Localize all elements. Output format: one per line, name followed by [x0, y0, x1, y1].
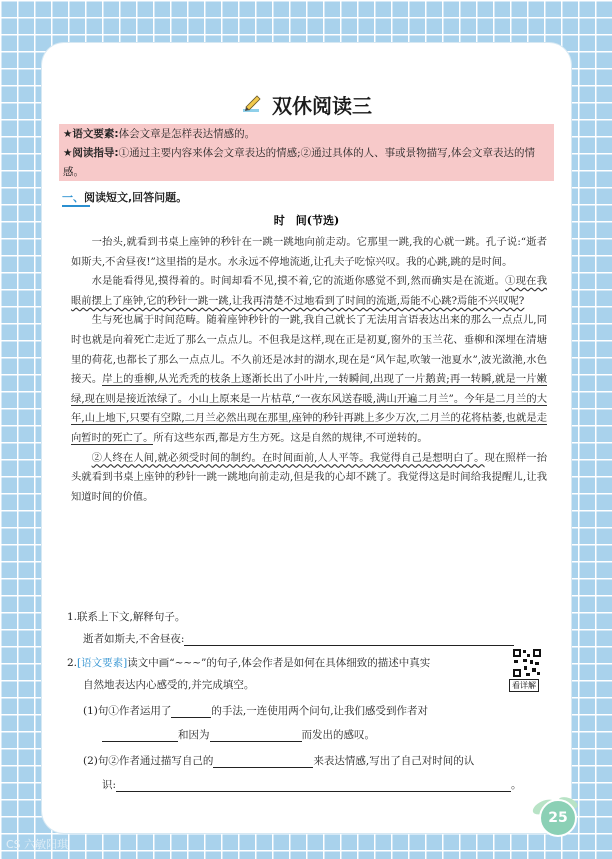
question-2-number: 2. [67, 657, 78, 669]
passage-body [71, 233, 547, 507]
question-2-text: 读文中画“ [127, 657, 175, 669]
q2-2-text: 。 [511, 779, 522, 791]
section-heading [62, 189, 187, 205]
paragraph-text: 水是能看得见,摸得着的。时间却看不见,摸不着,它的流逝你感觉不到,然而确实是在流逝。 [91, 275, 506, 288]
q2-2-text: (2)句②作者通过描写自己的 [83, 755, 214, 767]
page-number: 25 [539, 799, 577, 837]
question-2-tag: [语文要素] [77, 657, 128, 669]
question-2-1-line2 [102, 727, 375, 742]
paragraph-text: 现在照样一抬头就看到书桌上座钟的秒针一跳一跳地向前走动,但是我的心却不跳了。我觉得这是时间给我提醒儿,让我知道时间的价值。 [71, 451, 548, 503]
page-header [42, 90, 571, 119]
answer-blank[interactable] [116, 779, 511, 792]
section-number: 一、 [62, 191, 84, 204]
q2-2-text: 识: [102, 779, 117, 791]
wavy-sentence-2: ②人终在人间,就必须受时间的制约。在时间面前,人人平等。我觉得自己是想明白了。 [91, 451, 485, 464]
paragraph: 一抬头,就看到书桌上座钟的秒针在一跳一跳地向前走动。它那里一跳,我的心就一跳。孔子说:“逝者如斯夫,不舍昼夜!”这里指的是水。水永远不停地流逝,让孔夫子吃惊兴叹。我的心跳,跳的是时间。 [71, 236, 547, 268]
q2-2-text: 来表达情感,写出了自己对时间的认 [313, 755, 475, 767]
answer-blank[interactable] [184, 633, 514, 646]
q2-1-text: 而发出的感叹。 [301, 729, 375, 741]
answer-blank[interactable] [213, 755, 313, 768]
paragraph [71, 311, 547, 448]
paragraph-text: 生与死也属于时间范畴。随着座钟秒针的一跳,我自己就长了无法用言语表达出来的那么一点点儿,同时也就是向着死亡走近了那么一点点儿。不但我是这样,现在正是初夏,窗外的玉兰花、垂柳和深埋在清塘里的荷花,也都长了那么一点点儿。不久前还是冰封的湖水,现在是“风乍起,吹皱一池夏水”,波光潋滟,水色接天。 [71, 314, 547, 386]
qr-label[interactable]: 看详解 [509, 679, 539, 692]
section-underline [62, 205, 90, 207]
paragraph [71, 272, 547, 311]
section-title: 阅读短文,回答问题。 [84, 191, 188, 204]
question-2 [67, 655, 430, 670]
question-1-line [83, 631, 514, 646]
wavy-mark: ~~~ [174, 657, 202, 669]
pencil-icon [241, 93, 263, 117]
answer-blank[interactable] [102, 729, 178, 742]
guide-text: ①通过主要内容来体会文章表达的情感;②通过具体的人、事或景物描写,体会文章表达的情感。 [63, 147, 535, 178]
paragraph-text: 所有这些东西,都是方生方死。这是自然的规律,不可逆转的。 [153, 431, 428, 444]
question-2-2-line2 [102, 777, 522, 792]
question-2-line2: 自然地表达内心感受的,并完成填空。 [83, 679, 255, 691]
paragraph [71, 449, 547, 508]
q2-1-text: (1)句①作者运用了 [83, 705, 172, 717]
page-title: 双休阅读三 [272, 94, 373, 118]
underlined-sentence: 岸上的垂柳,从光秃秃的枝条上逐渐长出了小叶片,一转瞬间,出现了一片鹅黄;再一转瞬,就是一片嫩绿,现在则是接近浓绿了。小山上原来是一片枯草,“一夜东风送春暖,满山开遍二月兰”。今年是二月兰的大年,山上地下,只要有空隙,二月兰必然出现在那里,座钟的秒针再跳上多少万次,二月兰的花将枯萎,也就是走向暂时的死亡了。 [71, 373, 548, 444]
wavy-sentence-1: ①现在我眼前摆上了座钟,它的秒针一跳一跳,让我再清楚不过地看到了时间的流逝,焉能不心跳?焉能不兴叹呢? [71, 275, 547, 307]
question-1-prompt: 逝者如斯夫,不舍昼夜: [83, 633, 185, 645]
guide-label: ★阅读指导: [63, 147, 119, 159]
q2-1-text: 的手法,一连使用两个问句,让我们感受到作者对 [211, 705, 429, 717]
answer-blank[interactable] [171, 705, 211, 718]
question-2-2 [83, 753, 474, 768]
answer-blank[interactable] [210, 729, 302, 742]
question-1: 1.联系上下文,解释句子。 [67, 611, 186, 623]
element-text: 体会文章是怎样表达情感的。 [118, 128, 256, 140]
q2-1-text: 和因为 [178, 729, 210, 741]
qr-code-icon[interactable] [512, 648, 542, 678]
passage-title: 时 间(节选) [273, 214, 340, 227]
question-2-1 [83, 703, 428, 718]
learning-elements-box [59, 124, 554, 181]
question-2-text: ”的句子,体会作者是如何在具体细致的描述中真实 [201, 657, 431, 669]
worksheet-page [42, 43, 571, 833]
element-label: ★语文要素: [63, 128, 119, 140]
watermark: CS 六敏阳琪 [6, 838, 69, 851]
